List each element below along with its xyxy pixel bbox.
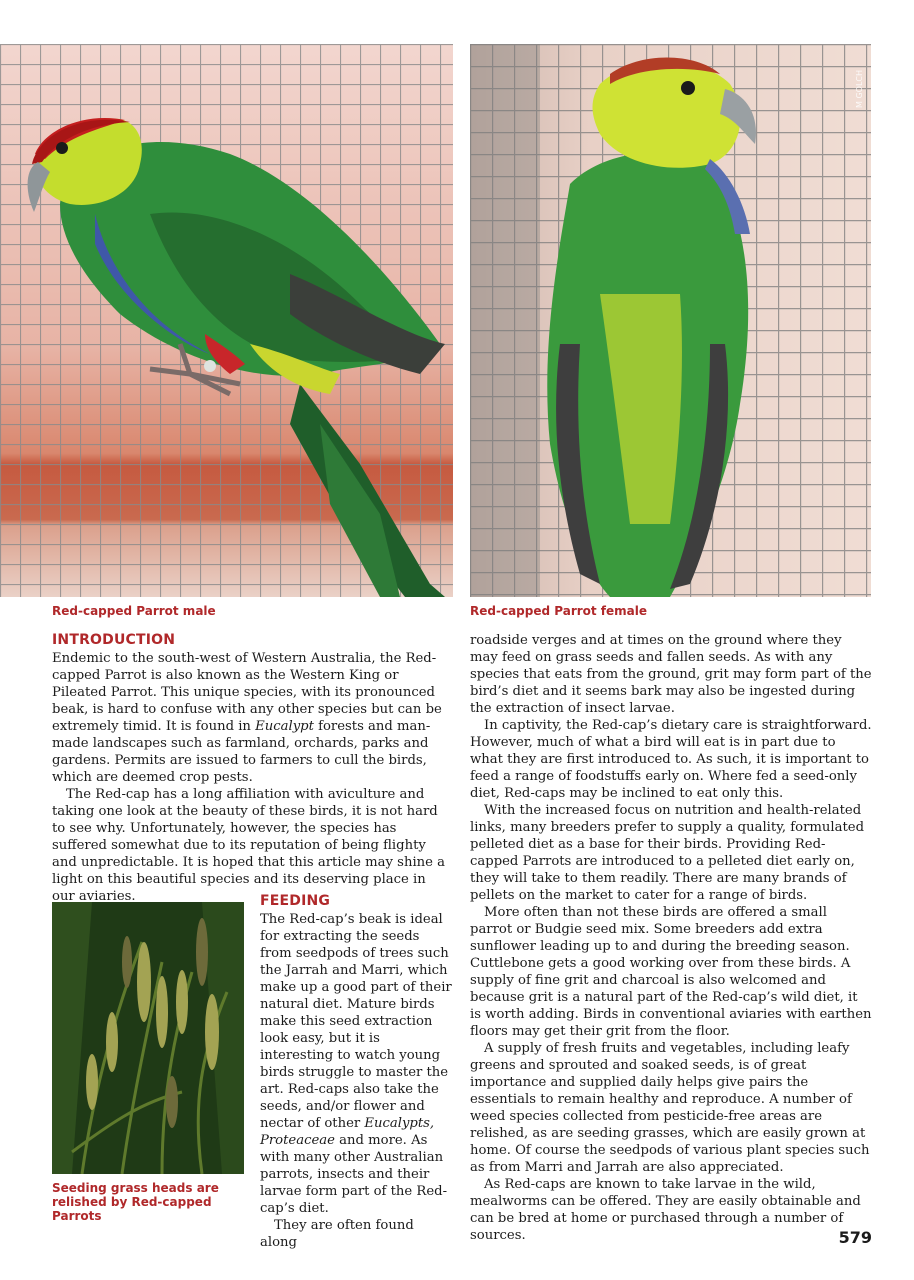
page-number: 579 [838,1228,872,1247]
right-paragraph-2: In captivity, the Red-cap’s dietary care is straightforward. However, much of what a bird will eat is in part due to what they are first introduced to. As such, it is important to feed a range of foodstuffs early on. Where fed a seed-only diet, Red-caps may be inclined to eat only this. [470,718,872,801]
photo-red-capped-parrot-female [470,44,871,597]
heading-introduction: INTRODUCTION [52,632,176,648]
caption-male: Red-capped Parrot male [52,604,216,618]
right-paragraph-5: A supply of fresh fruits and vegetables, including leafy greens and sprouted and soaked seeds, is of great importance and supplied daily helps give pairs the essentials to remain healthy and reproduce. A number of weed species collected from pesticide-free areas are relished, as are seeding grasses, which are easily grown at home. Of course the seedpods of various plant species such as from Marri and Jarrah are also appreciated. [470,1041,870,1175]
feeding-paragraph-1: The Red-cap’s beak is ideal for extracting the seeds from seedpods of trees such the Jarrah and Marri, which make up a good part of their natural diet. Mature birds make this seed extraction look easy, but it is interesting to watch young birds struggle to master the art. Red-caps also take the seeds, and/or flower and nectar of other Eucalypts, Proteaceae and more. As with many other Australian parrots, insects and their larvae form part of the Red-cap’s diet. [260,912,452,1216]
heading-feeding: FEEDING [260,893,331,909]
photo-seeding-grass [52,902,244,1174]
right-column-text [470,632,872,1244]
right-paragraph-6: As Red-caps are known to take larvae in the wild, mealworms can be offered. They are easily obtainable and can be bred at home or purchased through a number of sources. [470,1177,861,1243]
photo-red-capped-parrot-male [0,44,453,597]
intro-paragraph-2: The Red-cap has a long affiliation with aviculture and taking one look at the beauty of these birds, it is not hard to see why. Unfortunately, however, the species has suffered somewhat due to its reputation of being flighty and unpredictable. It is hoped that this article may shine a light on this beautiful species and its deserving place in our aviaries. [52,787,446,904]
right-paragraph-1: roadside verges and at times on the ground where they may feed on grass seeds and fallen seeds. As with any species that eats from the ground, grit may form part of the bird’s diet and it seems bark may also be ingested during the extraction of insect larvae. [470,633,872,716]
photo-credit: M GOLCH [855,70,864,108]
intro-paragraph-1: Endemic to the south-west of Western Australia, the Red-capped Parrot is also known as the Western King or Pileated Parrot. This unique species, with its pronounced beak, is hard to confuse with any other species but can be extremely timid. It is found in Eucalypt forests and man-made landscapes such as farmland, orchards, parks and gardens. Permits are issued to farmers to cull the birds, which are deemed crop pests. [52,651,442,785]
right-paragraph-4: More often than not these birds are offered a small parrot or Budgie seed mix. Some breeders add extra sunflower leading up to and during the breeding season. Cuttlebone gets a good working over from these birds. A supply of fine grit and charcoal is also welcomed and because grit is a natural part of the Red-cap’s wild diet, it is worth adding. Birds in conventional aviaries with earthen floors may get their grit from the floor. [470,905,872,1039]
feeding-text [260,911,452,1251]
introduction-text [52,650,452,905]
feeding-paragraph-2: They are often found along [260,1218,414,1250]
caption-female: Red-capped Parrot female [470,604,648,618]
right-paragraph-3: With the increased focus on nutrition and health-related links, many breeders prefer to supply a quality, formulated pelleted diet as a base for their birds. Providing Red-capped Parrots are introduced to a pelleted diet early on, they will take to them readily. There are many brands of pellets on the market to cater for a range of birds. [470,803,865,903]
caption-grass: Seeding grass heads are relished by Red-capped Parrots [52,1181,219,1223]
